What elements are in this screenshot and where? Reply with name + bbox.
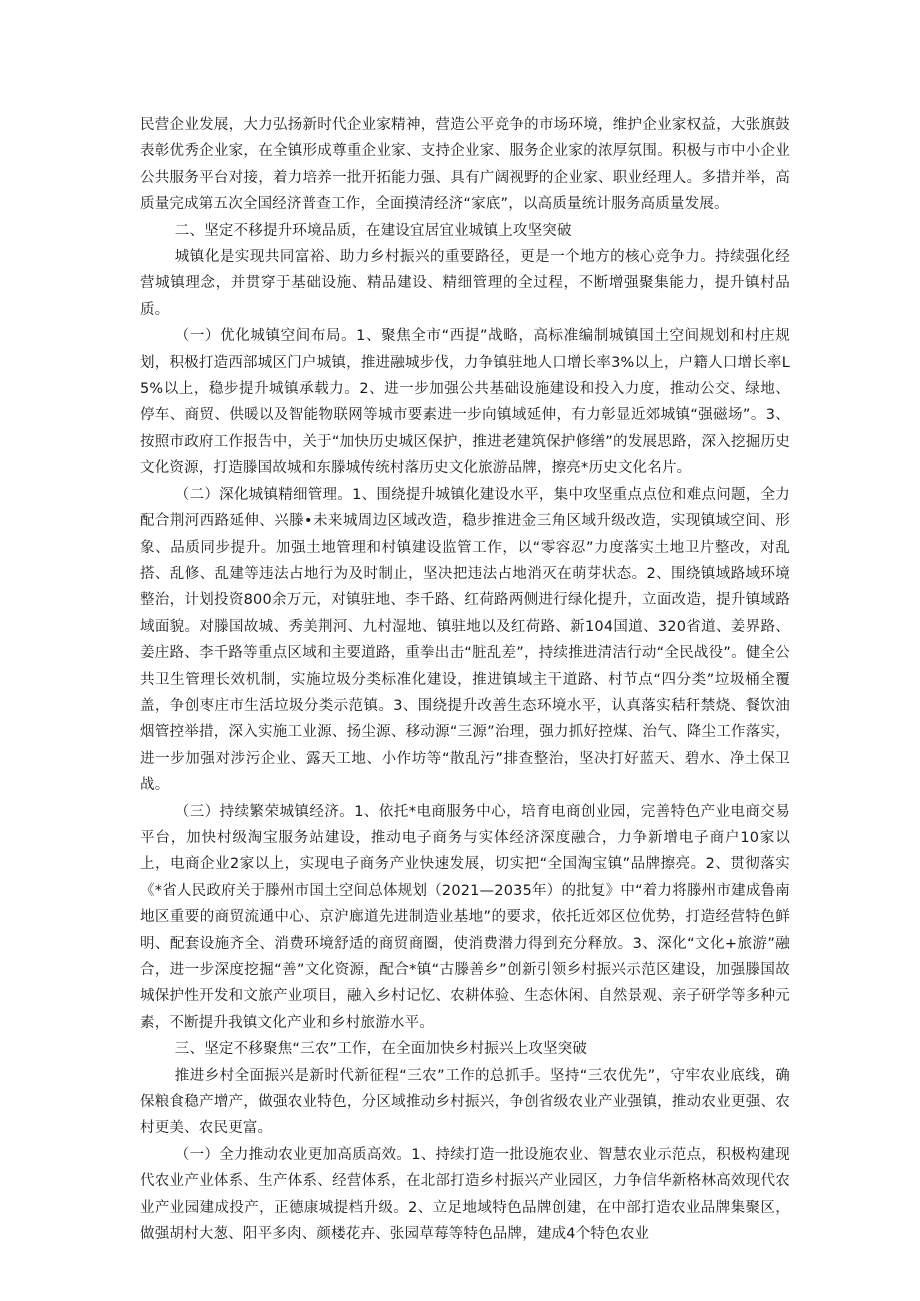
paragraph-3: 城镇化是实现共同富裕、助力乡村振兴的重要路径，更是一个地方的核心竞争力。持续强化经营城镇理念，并贯穿于基础设施、精品建设、精细管理的全过程，不断增强聚集能力，提升镇村品质。 — [140, 249, 790, 318]
paragraph-9: （一）全力推动农业更加高质高效。1、持续打造一批设施农业、智慧农业示范点，积极构建现代农业产业体系、生产体系、经营体系，在北部打造乡村振兴产业园区，力争信华新格林高效现代农业产业园建成投产，正德康城提档升级。2、立足地域特色品牌创建，在中部打造农业品牌集聚区，做强胡村大葱、阳平多肉、颜楼花卉、张园草莓等特色品牌，建成4个特色农业 — [140, 1146, 790, 1243]
paragraph-8: 推进乡村全面振兴是新时代新征程“三农”工作的总抓手。坚持“三农优先”，守牢农业底线，确保粮食稳产增产，做强农业特色，分区域推动乡村振兴，争创省级农业产业强镇，推动农业更强、农村更美、农民更富。 — [140, 1067, 790, 1137]
paragraph-5: （二）深化城镇精细管理。1、围绕提升城镇化建设水平，集中攻坚重点点位和难点问题，全力配合荆河西路延伸、兴滕•未来城周边区域改造，稳步推进金三角区域升级改造，实现镇域空间、形象、品质同步提升。加强土地管理和村镇建设监管工作，以“零容忍”力度落实土地卫片整改，对乱搭、乱修、乱建等违法占地行为及时制止，坚决把违法占地消灭在萌芽状态。2、围绕镇域路域环境整治，计划投资800余万元，对镇驻地、李千路、红荷路两侧进行绿化提升，立面改造，提升镇域路域面貌。对滕国故城、秀美荆河、九村湿地、镇驻地以及红荷路、新104国道、320省道、姜界路、姜庄路、李千路等重点区域和主要道路，重拳出击“脏乱差”，持续推进清洁行动“全民战役”。健全公共卫生管理长效机制，实施垃圾分类标准化建设，推进镇域主干道路、村节点“四分类”垃圾桶全覆盖，争创枣庄市生活垃圾分类示范镇。3、围绕提升改善生态环境水平，认真落实秸秆禁烧、餐饮油烟管控举措，深入实施工业源、扬尘源、移动源“三源”治理，强力抓好控煤、治气、降尘工作落实，进一步加强对涉污企业、露天工地、小作坊等“散乱污”排查整治，坚决打好蓝天、碧水、净土保卫战。 — [140, 486, 790, 794]
paragraph-4: （一）优化城镇空间布局。1、聚焦全市“西提”战略，高标准编制城镇国土空间规划和村庄规划，积极打造西部城区门户城镇，推进融城步伐，力争镇驻地人口增长率3%以上，户籍人口增长率L5%以上，稳步提升城镇承载力。2、进一步加强公共基础设施建设和投入力度，推动公交、绿地、停车、商贸、供暖以及智能物联网等城市要素进一步向镇域延伸，有力彰显近郊城镇“强磁场”。3、按照市政府工作报告中，关于“加快历史城区保护，推进老建筑保护修缮”的发展思路，深入挖掘历史文化资源，打造滕国故城和东滕城传统村落历史文化旅游品牌，擦亮*历史文化名片。 — [140, 328, 790, 477]
section-heading-2: 二、坚定不移提升环境品质，在建设宜居宜业城镇上攻坚突破 — [174, 222, 572, 239]
paragraph-6: （三）持续繁荣城镇经济。1、依托*电商服务中心，培育电商创业园，完善特色产业电商交易平台，加快村级淘宝服务站建设，推动电子商务与实体经济深度融合，力争新增电子商户10家以上，电商企业2家以上，实现电子商务产业快速发展，切实把“全国淘宝镇”品牌擦亮。2、贯彻落实《*省人民政府关于滕州市国土空间总体规划（2021—2035年）的批复》中“着力将滕州市建成鲁南地区重要的商贸流通中心、京沪廊道先进制造业基地”的要求，依托近郊区位优势，打造经营特色鲜明、配套设施齐全、消费环境舒适的商贸商圈，使消费潜力得到充分释放。3、深化“文化+旅游”融合，进一步深度挖掘“善”文化资源，配合*镇“古滕善乡”创新引领乡村振兴示范区建设，加强滕国故城保护性开发和文旅产业项目，融入乡村记忆、农耕体验、生态休闲、自然景观、亲子研学等多种元素，不断提升我镇文化产业和乡村旅游水平。 — [140, 803, 790, 1031]
document-page — [140, 112, 790, 1247]
paragraph-1: 民营企业发展，大力弘扬新时代企业家精神，营造公平竞争的市场环境，维护企业家权益，大张旗鼓表彰优秀企业家，在全镇形成尊重企业家、支持企业家、服务企业家的浓厚氛围。积极与市中小企业公共服务平台对接，着力培养一批开拓能力强、具有广阔视野的企业家、职业经理人。多措并举，高质量完成第五次全国经济普查工作，全面摸清经济“家底”，以高质量统计服务高质量发展。 — [140, 117, 790, 213]
section-heading-3: 三、坚定不移聚焦“三农”工作，在全面加快乡村振兴上攻坚突破 — [174, 1041, 588, 1058]
